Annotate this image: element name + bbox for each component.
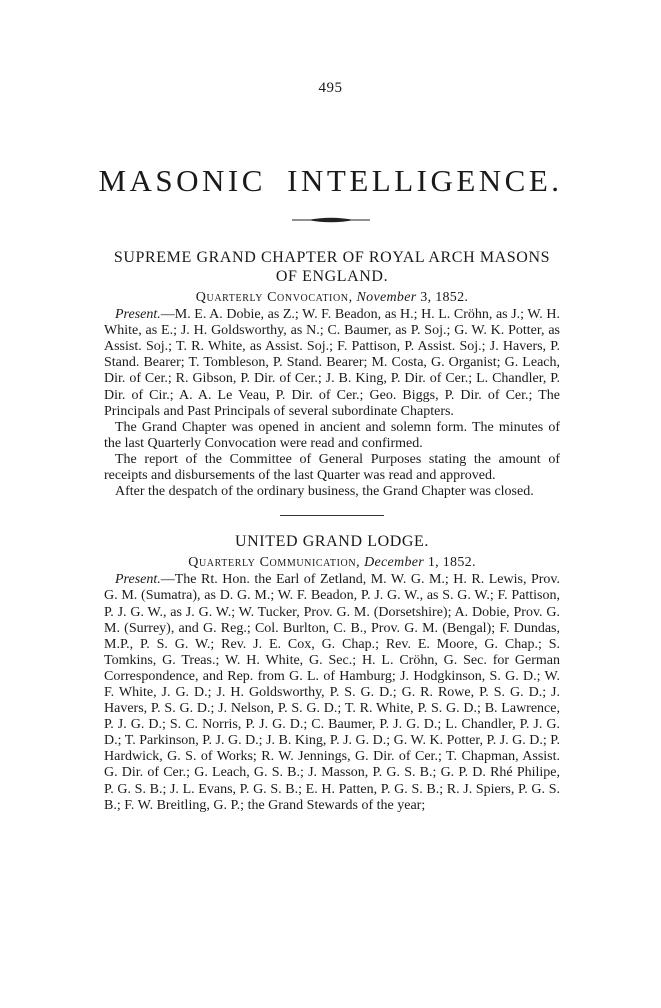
- section-grand-lodge: [104, 532, 560, 814]
- article-body: [104, 248, 560, 814]
- page-number: 495: [318, 80, 343, 96]
- section-royal-arch: [104, 248, 560, 500]
- subheading-date: December: [364, 555, 425, 571]
- section-subheading: [104, 555, 560, 571]
- subheading-caps: Quarterly Communication,: [188, 555, 361, 571]
- paragraph: [104, 307, 560, 420]
- paragraph: [104, 452, 560, 484]
- section-subheading: [104, 290, 560, 306]
- subheading-rest: 1, 1852.: [427, 555, 476, 571]
- paragraph-text: —The Rt. Hon. the Earl of Zetland, M. W. G. M.; H. R. Lewis, Prov. G. M. (Sumatra), as D. G. M.; W. F. Beadon, P. J. G. W., as S. G. W.; F. Pattison, P. J. G. W., as J. G. W.; W. Tucker, Prov. G. M. (Dorsetshire); A. Dobie, Prov. G. M. (Surrey), and G. Reg.; Col. Burlton, C. B., Prov. G. M. (Bengal); F. Dundas, M.P., P. S. G. W.; Rev. J. E. Cox, G. Chap.; Rev. E. Moore, G. Chap.; S. Tomkins, G. Treas.; W. H. White, G. Sec.; H. L. Cröhn, G. Sec. for German Correspondence, and Rep. from G. L. of Hamburg; J. Hodgkinson, S. G. D.; W. F. White, J. G. D.; J. H. Goldsworthy, P. S. G. D.; G. R. Rowe, P. S. G. D.; J. Havers, P. S. G. D.; J. Nelson, P. S. G. D.; T. R. White, P. S. G. D.; B. Lawrence, P. J. G. D.; S. C. Norris, P. J. G. D.; C. Baumer, P. J. G. D.; L. Chandler, P. J. G. D.; T. Parkinson, P. J. G. D.; J. B. King, P. J. G. D.; G. W. K. Potter, P. J. G. D.; P. Hardwick, G. S. of Works; R. W. Jennings, G. Dir. of Cer.; T. Chapman, Assist. G. Dir. of Cer.; G. Leach, G. S. B.; J. Masson, P. G. S. B.; G. P. D. Rhé Philipe, P. G. S. B.; J. L. Evans, P. G. S. B.; E. H. Patten, P. G. S. B.; R. J. Spiers, P. G. S. B.; F. W. Breitling, G. P.; the Grand Stewards of the year;: [104, 572, 560, 813]
- page-title: MASONIC INTELLIGENCE.: [98, 163, 563, 198]
- paragraph-lead: Present.: [115, 572, 161, 588]
- section-heading: UNITED GRAND LODGE.: [234, 533, 430, 551]
- section-divider: [280, 515, 384, 516]
- paragraph-text: —M. E. A. Dobie, as Z.; W. F. Beadon, as H.; H. L. Cröhn, as J.; W. H. White, as E.; J. H. Goldsworthy, as N.; C. Baumer, as P. Soj.; G. W. K. Potter, as Assist. Soj.; T. R. White, as Assist. Soj.; F. Pattison, P. Assist. Soj.; J. Havers, P. Stand. Bearer; T. Tombleson, P. Stand. Bearer; M. Costa, G. Organist; G. Leach, Dir. of Cer.; R. Gibson, P. Dir. of Cer.; J. B. King, P. Dir. of Cer.; L. Chandler, P. Dir. of Cir.; A. A. Le Veau, P. Dir. of Cer.; Geo. Biggs, P. Dir. of Cer.; The Principals and Past Principals of several subordinate Chapters.: [104, 307, 560, 419]
- paragraph-text: The report of the Committee of General Purposes stating the amount of receipts and disbursements of the last Quarter was read and approved.: [104, 451, 560, 484]
- paragraph-text: After the despatch of the ordinary business, the Grand Chapter was closed.: [115, 484, 534, 500]
- ornamental-dash-icon: [292, 214, 370, 226]
- subheading-rest: 3, 1852.: [420, 290, 469, 305]
- paragraph: [104, 420, 560, 452]
- subheading-date: November: [356, 290, 417, 305]
- paragraph-lead: Present.: [115, 307, 161, 323]
- section-heading: SUPREME GRAND CHAPTER OF ROYAL ARCH MASONS OF ENGLAND.: [113, 249, 551, 285]
- subheading-caps: Quarterly Convocation,: [195, 290, 353, 305]
- paragraph-text: The Grand Chapter was opened in ancient and solemn form. The minutes of the last Quarterly Convocation were read and confirmed.: [104, 419, 560, 451]
- paragraph: [104, 572, 560, 813]
- paragraph: [104, 484, 560, 500]
